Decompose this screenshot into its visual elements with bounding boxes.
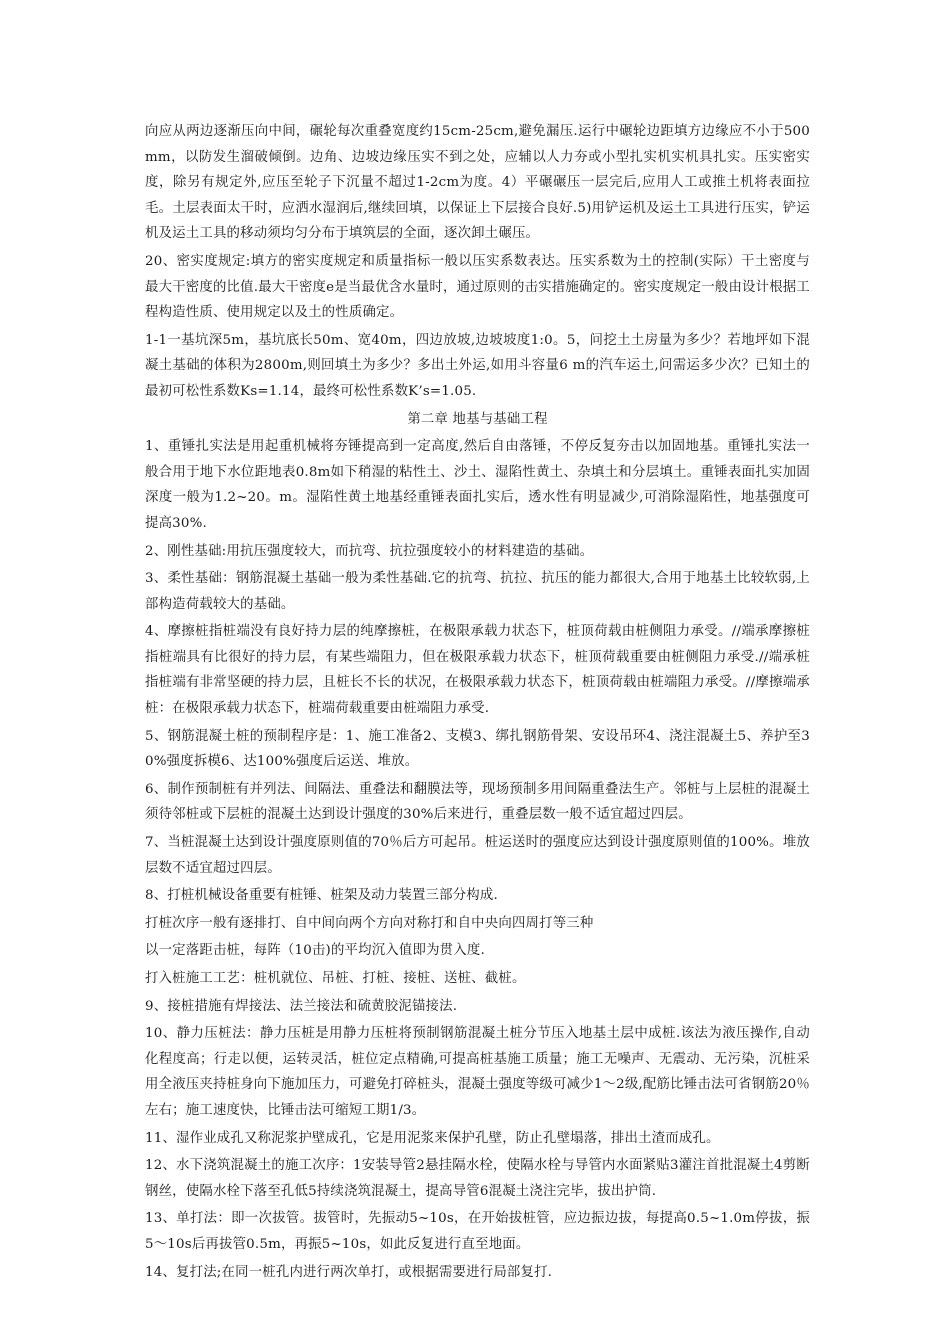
paragraph-static-pressing: 10、静力压桩法：静力压桩是用静力压桩将预制钢筋混凝土桩分节压入地基土层中成桩.该法为液压操作,自动化程度高；行走以便，运转灵活，桩位定点精确,可提高桩基施工质量；施工无噪声、无震动、无污染，沉桩采用全液压夹持桩身向下施加压力，可避免打碎桩头，混凝土强度等级可减少1～2级,配筋比锤击法可省钢筋20％左右；施工速度快，比锤击法可缩短工期1/3。: [145, 1026, 810, 1118]
paragraph-precast-pile-methods: 6、制作预制桩有并列法、间隔法、重叠法和翻膜法等，现场预制多用间隔重叠法生产。邻桩与上层桩的混凝土须待邻桩或下层桩的混凝土达到设计强度的30%后来进行，重叠层数一般不适宜超过四层。: [145, 781, 810, 823]
paragraph-compaction-method: 向应从两边逐渐压向中间，碾轮每次重叠宽度约15cm-25cm,避免漏压.运行中碾轮边距填方边缘应不小于500mm，以防发生溜破倾倒。边角、边坡边缘压实不到之处，应辅以人力夯或小型扎实机实机具扎实。压实密实度，除另有规定外,应压至轮子下沉量不超过1-2cm为度。4）平碾碾压一层完后,应用人工或推土机将表面拉毛。土层表面太干时，应洒水湿润后,继续回填，以保证上下层接合良好.5)用铲运机及运土工具进行压实，铲运机及运土工具的移动须均匀分布于填筑层的全面，逐次卸土碾压。: [145, 124, 810, 242]
paragraph-pile-driving-equipment: 8、打桩机械设备重要有桩锤、桩架及动力装置三部分构成.: [145, 888, 498, 904]
paragraph-single-driving: 13、单打法：即一次拔管。拔管时，先振动5~10s，在开始拔桩管，应边振边拔，每提高0.5~1.0m停拔，振5～10s后再拔管0.5m，再振5~10s，如此反复进行直至地面。: [145, 1211, 810, 1252]
paragraph-wet-boring: 11、湿作业成孔又称泥浆护壁成孔，它是用泥浆来保护孔壁，防止孔壁塌落，排出土渣而成孔。: [145, 1130, 720, 1146]
chapter-title: 第二章 地基与基础工程: [407, 411, 548, 427]
paragraph-pile-splicing: 9、接桩措施有焊接法、法兰接法和硫黄胶泥锚接法.: [145, 998, 458, 1014]
document-body: [145, 119, 810, 1287]
paragraph-foundation-pit-problem: 1-1一基坑深5m，基坑底长50m、宽40m，四边放坡,边坡坡度1:0。5，问挖土土房量为多少？若地坪如下混凝土基础的体积为2800m,则回填土为多少？多出土外运,如用斗容量6 m的汽车运土,问需运多少次？已知土的最初可松性系数Ks=1.14，最终可松性系数K’s=1.05.: [145, 332, 810, 399]
paragraph-driving-sequence: 打桩次序一般有逐排打、自中间向两个方向对称打和自中央向四周打等三种: [145, 915, 594, 931]
paragraph-rigid-foundation: 2、刚性基础:用抗压强度较大，而抗弯、抗拉强度较小的材料建造的基础。: [145, 543, 594, 559]
paragraph-heavy-hammer-compaction: 1、重锤扎实法是用起重机械将夯锤提高到一定高度,然后自由落锤，不停反复夯击以加固地基。重锤扎实法一般合用于地下水位距地表0.8m如下稍湿的粘性土、沙土、湿陷性黄土、杂填土和分层填土。重锤表面扎实加固深度一般为1.2~20。m。湿陷性黄土地基经重锤表面扎实后，透水性有明显减少,可消除湿陷性，地基强度可提高30%.: [145, 439, 810, 531]
paragraph-flexible-foundation: 3、柔性基础：钢筋混凝土基础一般为柔性基础.它的抗弯、抗拉、抗压的能力都很大,合用于地基土比较软弱,上部构造荷载较大的基础。: [145, 571, 810, 612]
paragraph-precast-pile-procedure: 5、钢筋混凝土桩的预制程序是：1、施工准备2、支模3、绑扎钢筋骨架、安设吊环4、浇注混凝土5、养护至30%强度拆模6、达100%强度后运送、堆放。: [145, 728, 810, 770]
paragraph-penetration-degree: 以一定落距击桩，每阵（10击)的平均沉入值即为贯入度.: [145, 943, 485, 959]
paragraph-friction-pile: 4、摩擦桩指桩端没有良好持力层的纯摩擦桩，在极限承载力状态下，桩顶荷载由桩侧阻力承受。//端承摩擦桩指桩端具有比很好的持力层，有某些端阻力，但在极限承载力状态下，桩顶荷载重要由桩侧阻力承受.//端承桩指桩端有非常坚硬的持力层，且桩长不长的状况，在极限承载力状态下，桩顶荷载由桩端阻力承受。//摩擦端承桩：在极限承载力状态下，桩端荷载重要由桩端阻力承受.: [145, 624, 810, 717]
paragraph-underwater-concreting: 12、水下浇筑混凝土的施工次序：1安装导管2悬挂隔水栓，使隔水栓与导管内水面紧贴3灌注首批混凝土4剪断钢丝，使隔水栓下落至孔低5持续浇筑混凝土，提高导管6混凝土浇注完毕，拔出护筒.: [145, 1158, 810, 1199]
paragraph-density-requirement: 20、密实度规定:填方的密实度规定和质量指标一般以压实系数表达。压实系数为土的控制(实际）干土密度与最大干密度的比值.最大干密度e是当最优含水量时，通过原则的击实措施确定的。密实度规定一般由设计根据工程构造性质、使用规定以及土的性质确定。: [145, 253, 810, 321]
paragraph-pile-lifting-strength: 7、当桩混凝土达到设计强度原则值的70％后方可起吊。桩运送时的强度应达到设计强度原则值的100%。堆放层数不适宜超过四层。: [145, 835, 810, 876]
paragraph-driven-pile-process: 打入桩施工工艺：桩机就位、吊桩、打桩、接桩、送桩、截桩。: [145, 971, 526, 986]
paragraph-repeat-driving: 14、复打法;在同一桩孔内进行两次单打，或根据需要进行局部复打.: [145, 1264, 553, 1280]
